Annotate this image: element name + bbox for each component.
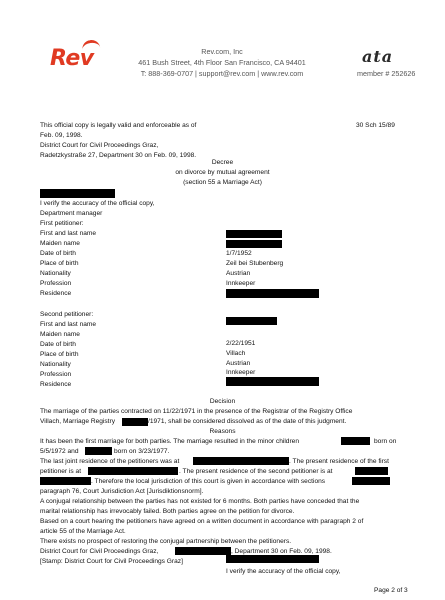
p2-name-label: First and last name <box>40 321 97 328</box>
reasons-line-7: A conjugal relationship between the parties has not existed for 6 months. Both parties have conceded that the <box>40 498 360 505</box>
reasons-line-12-end: , Department 30 on Feb. 09, 1998. <box>231 548 332 555</box>
reasons-line-1: It has been the first marriage for both parties. The marriage resulted in the minor children <box>40 438 299 445</box>
child-1-redacted <box>341 437 370 445</box>
reasons-line-12-start: District Court for Civil Proceedings Graz, <box>40 548 159 555</box>
decree-section: (section 55 a Marriage Act) <box>183 179 262 186</box>
stamp-line: [Stamp: District Court for Civil Proceedings Graz] <box>40 558 183 565</box>
registry-number-redacted <box>122 418 148 426</box>
reasons-line-11: There exists no prospect of restoring the conjugal partnership between the petitioners. <box>40 538 292 545</box>
p1-pob-value: Zeil bei Stubenberg <box>226 260 284 267</box>
reasons-line-8: marital relationship has irrevocably failed. Both parties agree on the petition for divorce. <box>40 508 295 515</box>
company-contact: T: 888-369-0707 | support@rev.com | www.rev.com <box>140 69 304 78</box>
first-petitioner-heading: First petitioner: <box>40 220 84 227</box>
decision-line-1: The marriage of the parties contracted on 11/22/1971 in the presence of the Registrar of the Registry Office <box>40 408 353 415</box>
reasons-line-4-end: . The present residence of the second petitioner is at <box>179 468 333 475</box>
decree-title: Decree <box>211 159 234 166</box>
decision-heading: Decision <box>209 398 236 405</box>
p1-profession-value: Innkeeper <box>226 280 256 287</box>
p1-address-redacted <box>88 467 178 475</box>
p1-profession-label: Profession <box>40 280 72 287</box>
reasons-line-2-end: born on 3/23/1977. <box>114 448 170 455</box>
p1-name-redacted <box>226 230 282 238</box>
decision-line-2-start: Villach, Marriage Registry <box>40 418 116 425</box>
p2-address-redacted <box>355 467 388 475</box>
reasons-line-4-start: petitioner is at <box>40 468 82 475</box>
second-petitioner-heading: Second petitioner: <box>40 311 94 318</box>
reasons-line-5: . Therefore the local jurisdiction of this court is given in accordance with sections <box>91 478 326 485</box>
p2-dob-label: Date of birth <box>40 341 76 348</box>
validity-line-4: Radetzkystraße 27, Department 30 on Feb. 09, 1998. <box>40 152 197 159</box>
reasons-line-3-start: The last joint residence of the petitioners was at <box>40 458 180 465</box>
p1-pob-label: Place of birth <box>40 260 79 267</box>
decree-subtitle: on divorce by mutual agreement <box>175 169 270 176</box>
final-verify-line: I verify the accuracy of the official copy, <box>226 568 341 575</box>
p1-maiden-redacted <box>226 240 282 248</box>
rev-logo <box>50 46 94 71</box>
p1-nationality-label: Nationality <box>40 270 71 277</box>
p2-dob-value: 2/22/1951 <box>226 340 256 347</box>
p2-residence-label: Residence <box>40 381 72 388</box>
validity-line-2: Feb. 09, 1998. <box>40 132 83 139</box>
p2-profession-value: Innkeeper <box>226 369 256 376</box>
p1-residence-label: Residence <box>40 290 72 297</box>
p2-nationality-label: Nationality <box>40 361 71 368</box>
reasons-line-10: article 55 of the Marriage Act. <box>40 528 126 535</box>
p2-pob-label: Place of birth <box>40 351 79 358</box>
p2-name-redacted <box>226 317 277 325</box>
page-number: Page 2 of 3 <box>374 587 408 594</box>
p1-name-label: First and last name <box>40 230 97 237</box>
case-reference: 30 Sch 15/89 <box>356 122 395 129</box>
verify-line: I verify the accuracy of the official copy, <box>40 200 155 207</box>
p2-pob-value: Villach <box>226 350 246 357</box>
p2-profession-label: Profession <box>40 371 72 378</box>
p2-maiden-label: Maiden name <box>40 331 80 338</box>
rev-logo-swoosh <box>81 39 101 54</box>
decision-line-2-end: /1971, shall be considered dissolved as of the date of this judgment. <box>148 418 347 425</box>
sections-redacted <box>352 477 390 485</box>
company-name: Rev.com, Inc <box>201 47 243 56</box>
company-address: 461 Bush Street, 4th Floor San Francisco, CA 94401 <box>138 58 306 67</box>
reasons-line-9: Based on a court hearing the petitioners have agreed on a written document in accordance with paragraph 2 of <box>40 518 364 525</box>
p2-nationality-value: Austrian <box>226 360 251 367</box>
p1-maiden-label: Maiden name <box>40 240 80 247</box>
rev-logo-text: Rev <box>50 46 94 71</box>
p2-residence-redacted <box>226 377 319 386</box>
reasons-line-2-start: 5/5/1972 and <box>40 448 79 455</box>
validity-line-1: This official copy is legally valid and enforceable as of <box>40 122 197 129</box>
reasons-line-6: paragraph 76, Court Jurisdiction Act [Jurisdiktionsnorm]. <box>40 488 204 495</box>
reasons-line-1-end: born on <box>374 438 397 445</box>
ata-logo: ata <box>362 47 394 66</box>
signature-redacted <box>226 555 319 563</box>
department-manager: Department manager <box>40 210 103 217</box>
p1-residence-redacted <box>226 289 319 298</box>
joint-residence-redacted <box>193 457 289 465</box>
p1-dob-value: 1/7/1952 <box>226 250 252 257</box>
p1-dob-label: Date of birth <box>40 250 76 257</box>
member-number: member # 252626 <box>357 69 416 78</box>
address-continued-redacted <box>40 477 91 485</box>
redacted-block <box>40 189 115 198</box>
reasons-line-3-end: . The present residence of the first <box>289 458 389 465</box>
p1-nationality-value: Austrian <box>226 270 251 277</box>
date-redacted <box>175 547 231 555</box>
child-2-redacted <box>85 447 112 455</box>
reasons-heading: Reasons <box>209 428 236 435</box>
validity-line-3: District Court for Civil Proceedings Graz, <box>40 142 159 149</box>
